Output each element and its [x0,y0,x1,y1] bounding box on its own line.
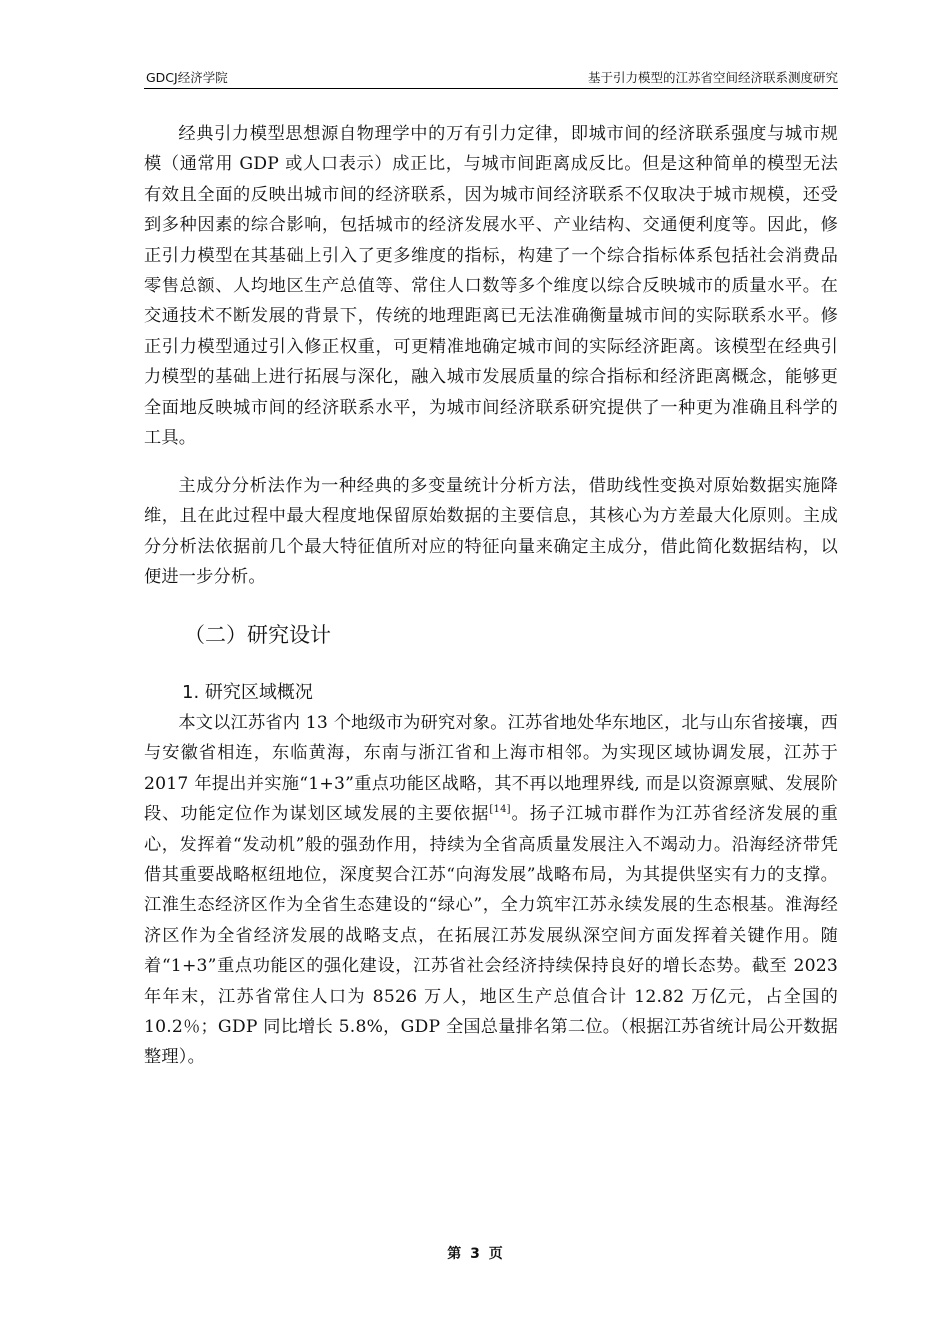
header-institution: GDCJ经济学院 [146,70,228,85]
paragraph-text: 经典引力模型思想源自物理学中的万有引力定律，即城市间的经济联系强度与城市规模（通常用 GDP 或人口表示）成正比，与城市间距离成反比。但是这种简单的模型无法有效且全面的反映出城市间的经济联系，因为城市间经济联系不仅取决于城市规模，还受到多种因素的综合影响，包括城市的经济发展水平、产业结构、交通便利度等。因此，修正引力模型在其基础上引入了更多维度的指标，构建了一个综合指标体系包括社会消费品零售总额、人均地区生产总值等、常住人口数等多个维度以综合反映城市的质量水平。在交通技术不断发展的背景下，传统的地理距离已无法准确衡量城市间的实际联系水平。修正引力模型通过引入修正权重，可更精准地确定城市间的实际经济距离。该模型在经典引力模型的基础上进行拓展与深化，融入城市发展质量的综合指标和经济距离概念，能够更全面地反映城市间的经济联系水平，为城市间经济联系研究提供了一种更为准确且科学的工具。 [144,124,838,449]
paragraph-text-part1: 本文以江苏省内 13 个地级市为研究对象。江苏省地处华东地区，北与山东省接壤，西与安徽省相连，东临黄海，东南与浙江省和上海市相邻。为实现区域协调发展，江苏于 2017 年提出并实施“1+3”重点功能区战略，其不再以地理界线, 而是以资源禀赋、发展阶段、功能定位作为谋划区域发展的主要依据 [144,713,838,825]
paragraph-gravity-model [144,119,838,453]
page-header [144,66,838,89]
header-paper-title: 基于引力模型的江苏省空间经济联系测度研究 [587,70,838,85]
citation-reference[interactable]: [14] [489,804,511,816]
paragraph-text-part2: 。扬子江城市群作为江苏省经济发展的重心，发挥着“发动机”般的强劲作用，持续为全省高质量发展注入不竭动力。沿海经济带凭借其重要战略枢纽地位，深度契合江苏“向海发展”战略布局，为其提供坚实有力的支撑。江淮生态经济区作为全省生态建设的“绿心”，全力筑牢江苏永续发展的生态根基。淮海经济区作为全省经济发展的战略支点，在拓展江苏发展纵深空间方面发挥着关键作用。随着“1+3”重点功能区的强化建设，江苏省社会经济持续保持良好的增长态势。截至 2023 年年末，江苏省常住人口为 8526 万人，地区生产总值合计 12.82 万亿元，占全国的 10.2％；GDP 同比增长 5.8%，GDP 全国总量排名第二位。（根据江苏省统计局公开数据整理）。 [144,804,838,1068]
paragraph-text: 主成分分析法作为一种经典的多变量统计分析方法，借助线性变换对原始数据实施降维，且在此过程中最大程度地保留原始数据的主要信息，其核心为方差最大化原则。主成分分析法依据前几个最大特征值所对应的特征向量来确定主成分，借此简化数据结构，以便进一步分析。 [144,476,838,588]
page-number: 第 3 页 [447,1246,503,1262]
paragraph-text [144,708,838,1073]
subsection-heading: 1. 研究区域概况 [182,682,313,703]
section-heading: （二）研究设计 [184,623,331,647]
paragraph-pca [144,471,838,593]
paragraph-study-area [144,708,838,1073]
